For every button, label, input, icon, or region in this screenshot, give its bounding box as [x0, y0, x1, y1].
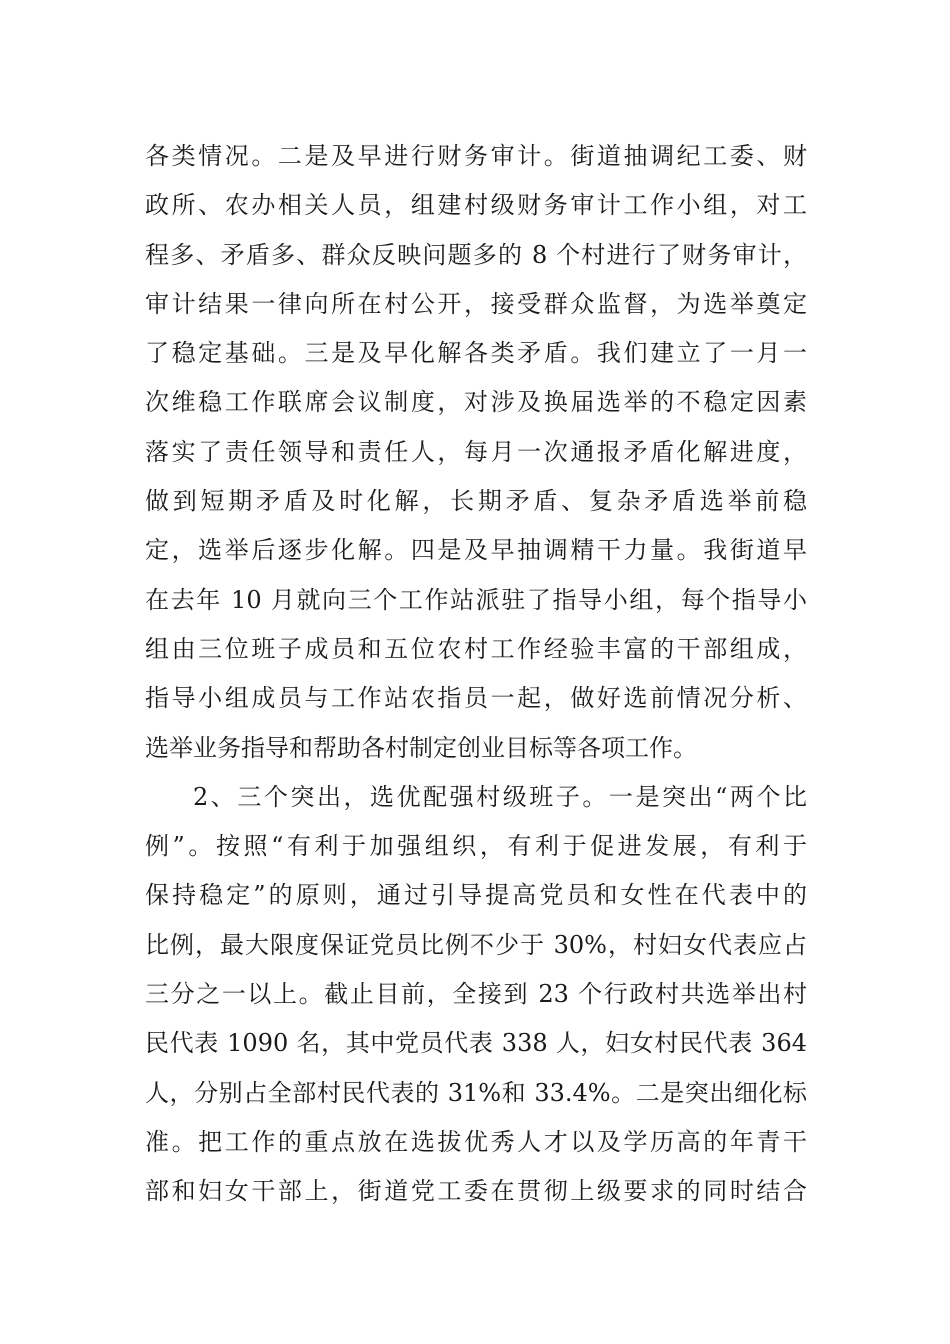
text-line: 了稳定基础。三是及早化解各类矛盾。我们建立了一月一: [145, 339, 807, 368]
text-line: 落实了责任领导和责任人，每月一次通报矛盾化解进度，: [145, 437, 807, 466]
text-line: 准。把工作的重点放在选拔优秀人才以及学历高的年青干: [145, 1127, 807, 1156]
text-line: 比例，最大限度保证党员比例不少于 30%，村妇女代表应占: [145, 930, 807, 959]
paragraph-2: [145, 773, 807, 1217]
text-line: 各类情况。二是及早进行财务审计。街道抽调纪工委、财: [145, 142, 807, 170]
text-line: 定，选举后逐步化解。四是及早抽调精干力量。我街道早: [145, 536, 807, 565]
text-line: 部和妇女干部上，街道党工委在贯彻上级要求的同时结合: [145, 1177, 807, 1206]
text-line: 人，分别占全部村民代表的 31%和 33.4%。二是突出细化标: [145, 1078, 807, 1107]
text-line: 2、三个突出，选优配强村级班子。一是突出“两个比: [193, 782, 807, 811]
text-line: 程多、矛盾多、群众反映问题多的 8 个村进行了财务审计，: [145, 240, 807, 269]
text-line: 组由三位班子成员和五位农村工作经验丰富的干部组成，: [145, 634, 807, 663]
text-line: 保持稳定”的原则，通过引导提高党员和女性在代表中的: [145, 881, 807, 910]
text-line: 民代表 1090 名，其中党员代表 338 人，妇女村民代表 364: [145, 1029, 807, 1058]
text-line: 三分之一以上。截止目前，全接到 23 个行政村共选举出村: [145, 980, 807, 1009]
document-body: [145, 132, 807, 1217]
text-line: 审计结果一律向所在村公开，接受群众监督，为选举奠定: [145, 289, 807, 318]
text-line: 选举业务指导和帮助各村制定创业目标等各项工作。: [145, 733, 697, 762]
paragraph-1: [145, 132, 807, 773]
text-line: 指导小组成员与工作站农指员一起，做好选前情况分析、: [145, 684, 807, 713]
text-line: 例”。按照“有利于加强组织，有利于促进发展，有利于: [145, 832, 807, 861]
text-line: 做到短期矛盾及时化解，长期矛盾、复杂矛盾选举前稳: [145, 487, 807, 516]
text-line: 在去年 10 月就向三个工作站派驻了指导小组，每个指导小: [145, 585, 807, 614]
text-line: 政所、农办相关人员，组建村级财务审计工作小组，对工: [145, 191, 807, 220]
text-line: 次维稳工作联席会议制度，对涉及换届选举的不稳定因素: [145, 388, 807, 417]
